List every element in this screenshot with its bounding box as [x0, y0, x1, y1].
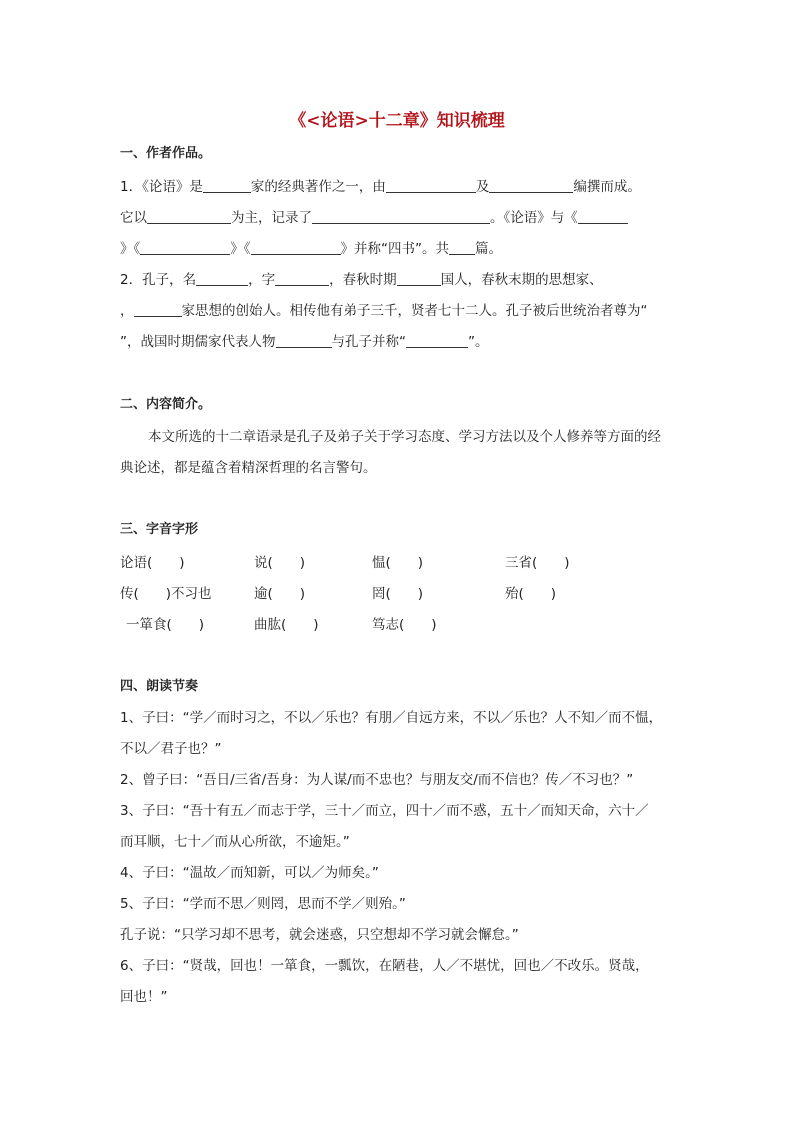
fill-blank[interactable] [578, 209, 628, 224]
text: 编撰而成。 [573, 179, 641, 195]
rhythm-line: 6、子曰：“贤哉，回也！一箪食，一瓢饮，在陋巷，人／不堪忧，回也／不改乐。贤哉， [120, 958, 649, 974]
fill-blank[interactable] [386, 178, 476, 193]
rhythm-line: 而耳顺，七十／而从心所欲，不逾矩。” [120, 834, 350, 850]
text: ”。 [468, 334, 489, 350]
summary-line: 典论述，都是蕴含着精深哲理的名言警句。 [120, 460, 377, 476]
fill-blank[interactable] [489, 178, 573, 193]
fill-blank[interactable] [251, 240, 341, 255]
fill-blank[interactable] [275, 271, 329, 286]
rhythm-line: 不以／君子也？” [120, 741, 222, 757]
fill-blank[interactable] [406, 333, 468, 348]
text: ，春秋时期 [329, 272, 397, 288]
text: 国人，春秋末期的思想家、 [440, 272, 603, 288]
section-heading-pronunciation: 三、字音字形 [120, 522, 199, 537]
paragraph-line [120, 178, 641, 196]
rhythm-line: 3、子曰：“吾十有五／而志于学，三十／而立，四十／而不惑，五十／而知天命，六十／ [120, 803, 649, 819]
pronunciation-item: 三省( ) [505, 555, 570, 571]
text: ， [120, 303, 134, 319]
text: 它以 [120, 210, 147, 226]
rhythm-line: 5、子曰：“学而不思／则罔，思而不学／则殆。” [120, 896, 406, 912]
summary-line: 本文所选的十二章语录是孔子及弟子关于学习态度、学习方法以及个人修养等方面的经 [148, 429, 661, 445]
text: 家思想的创始人。相传他有弟子三千，贤者七十二人。孔子被后世统治者尊为“ [181, 303, 648, 319]
fill-blank[interactable] [196, 271, 248, 286]
pronunciation-item: 逾( ) [254, 586, 306, 602]
fill-blank[interactable] [312, 209, 490, 224]
pronunciation-item: 笃志( ) [372, 617, 437, 633]
section-heading-author: 一、作者作品。 [120, 146, 212, 161]
pronunciation-item: 传( )不习也 [120, 586, 212, 602]
pronunciation-item: 愠( ) [372, 555, 424, 571]
rhythm-line: 2、曾子曰：“吾日/三省/吾身：为人谋/而不忠也？与朋友交/而不信也？传／不习也？” [120, 772, 634, 788]
text: 。《论语》与《 [490, 210, 578, 226]
page-title: 《<论语>十二章》知识梳理 [289, 111, 505, 131]
text: ，字 [248, 272, 276, 288]
pronunciation-item: 一箪食( ) [126, 617, 205, 633]
fill-blank[interactable] [276, 333, 332, 348]
text: 家的经典著作之一，由 [250, 179, 386, 195]
paragraph-line [120, 271, 603, 289]
text: 》并称“四书”。共 [340, 241, 449, 257]
pronunciation-item: 说( ) [254, 555, 306, 571]
paragraph-line [120, 302, 648, 320]
fill-blank[interactable] [147, 209, 231, 224]
text: 》《 [230, 241, 251, 257]
pronunciation-item: 曲肱( ) [254, 617, 319, 633]
text: 篇。 [475, 241, 502, 257]
text: 2．孔子，名 [120, 272, 197, 288]
fill-blank[interactable] [203, 178, 251, 193]
fill-blank[interactable] [134, 302, 182, 317]
rhythm-line: 4、子曰：“温故／而知新，可以／为师矣。” [120, 865, 379, 881]
rhythm-line: 回也！” [120, 989, 168, 1005]
section-heading-reading-rhythm: 四、朗读节奏 [120, 679, 199, 694]
text: 1．《论语》是 [120, 179, 203, 195]
paragraph-line [120, 333, 489, 351]
pronunciation-item: 论语( ) [120, 555, 185, 571]
rhythm-line: 孔子说：“只学习却不思考，就会迷惑，只空想却不学习就会懈怠。” [120, 927, 519, 943]
text: 及 [475, 179, 490, 195]
fill-blank[interactable] [397, 271, 441, 286]
paragraph-line [120, 240, 502, 258]
fill-blank[interactable] [140, 240, 230, 255]
section-heading-summary: 二、内容简介。 [120, 397, 212, 412]
paragraph-line [120, 209, 628, 227]
text: 与孔子并称“ [331, 334, 406, 350]
fill-blank[interactable] [449, 240, 475, 255]
text: ”，战国时期儒家代表人物 [120, 334, 276, 350]
rhythm-line: 1、子曰：“学／而时习之，不以／乐也？有朋／自远方来，不以／乐也？人不知／而不愠， [120, 710, 663, 726]
text: 》《 [120, 241, 141, 257]
text: 为主，记录了 [231, 210, 312, 226]
pronunciation-item: 殆( ) [505, 586, 557, 602]
pronunciation-item: 罔( ) [372, 586, 424, 602]
